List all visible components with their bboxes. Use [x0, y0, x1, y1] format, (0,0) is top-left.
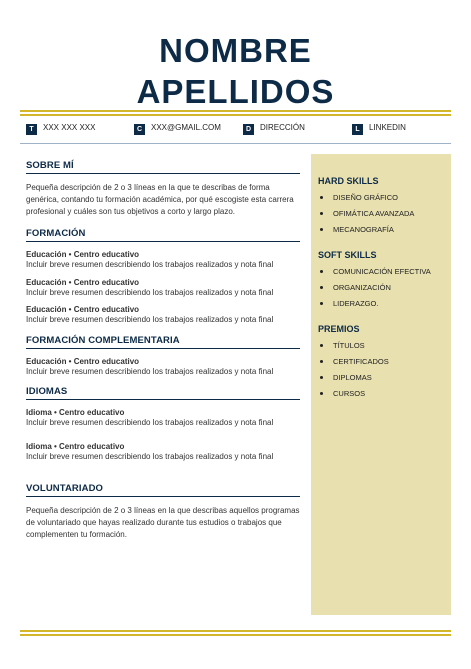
right-column: [318, 176, 448, 414]
education-title: FORMACIÓN: [26, 228, 300, 242]
entry-description: Incluir breve resumen describiendo los trabajos realizados y nota final: [26, 287, 274, 297]
list-item: OFIMÁTICA AVANZADA: [318, 206, 448, 222]
extra-education-title: FORMACIÓN COMPLEMENTARIA: [26, 335, 300, 349]
address-icon: D: [243, 124, 254, 135]
entry-description: Incluir breve resumen describiendo los trabajos realizados y nota final: [26, 418, 274, 427]
left-column: [26, 160, 300, 541]
awards-section: [318, 324, 448, 402]
last-name-heading: APELLIDOS: [136, 73, 335, 110]
bottom-rule-1: [20, 630, 451, 632]
contact-bar: [20, 120, 451, 138]
volunteering-title: VOLUNTARIADO: [26, 483, 300, 497]
entry-heading: Idioma • Centro educativo: [26, 408, 125, 417]
awards-list: [318, 338, 448, 402]
contact-email-text: XXX@GMAIL.COM: [151, 123, 221, 132]
about-section: [26, 160, 300, 218]
languages-section: [26, 386, 300, 461]
linkedin-icon: L: [352, 124, 363, 135]
hard-skills-section: [318, 176, 448, 238]
contact-email: [134, 120, 221, 136]
entry-description: Incluir breve resumen describiendo los trabajos realizados y nota final: [26, 315, 274, 324]
hard-skills-title: HARD SKILLS: [318, 176, 379, 186]
education-section: [26, 228, 300, 325]
bottom-rule-2: [20, 634, 451, 636]
top-rule-1: [20, 110, 451, 112]
list-item: MECANOGRAFÍA: [318, 222, 448, 238]
phone-icon: T: [26, 124, 37, 135]
soft-skills-list: [318, 264, 448, 312]
entry-heading: Educación • Centro educativo: [26, 277, 140, 287]
language-entry: [26, 408, 300, 428]
email-icon: C: [134, 124, 145, 135]
list-item: DIPLOMAS: [318, 370, 448, 386]
list-item: CERTIFICADOS: [318, 354, 448, 370]
education-entry: [26, 305, 300, 325]
entry-heading: Educación • Centro educativo: [26, 356, 140, 366]
contact-phone-text: XXX XXX XXX: [43, 123, 96, 132]
entry-heading: Idioma • Centro educativo: [26, 441, 125, 451]
language-entry: [26, 442, 300, 462]
about-text: Pequeña descripción de 2 o 3 líneas en la que te describas de forma genérica, contando tu formación académica, por qué escogiste esta carrera profesional y cuáles son tus objetivos a corto y largo plazo.: [26, 183, 294, 216]
top-rule-2: [20, 114, 451, 116]
awards-title: PREMIOS: [318, 324, 360, 334]
contact-address: [243, 120, 305, 136]
education-entry: [26, 278, 300, 298]
about-title: SOBRE MÍ: [26, 160, 300, 174]
list-item: COMUNICACIÓN EFECTIVA: [318, 264, 448, 280]
languages-title: IDIOMAS: [26, 386, 300, 400]
soft-skills-section: [318, 250, 448, 312]
entry-heading: Educación • Centro educativo: [26, 305, 140, 314]
contact-address-text: DIRECCIÓN: [260, 123, 305, 132]
first-name-heading: NOMBRE: [159, 32, 312, 69]
education-entry: [26, 250, 300, 270]
entry-description: Incluir breve resumen describiendo los trabajos realizados y nota final: [26, 451, 274, 461]
hard-skills-list: [318, 190, 448, 238]
entry-description: Incluir breve resumen describiendo los trabajos realizados y nota final: [26, 366, 274, 376]
list-item: TÍTULOS: [318, 338, 448, 354]
entry-description: Incluir breve resumen describiendo los trabajos realizados y nota final: [26, 260, 274, 269]
extra-education-section: [26, 335, 300, 377]
extra-education-entry: [26, 357, 300, 377]
contact-linkedin-text: LINKEDIN: [369, 123, 406, 132]
volunteering-text: Pequeña descripción de 2 o 3 líneas en la que describas aquellos programas de voluntariado que hayas realizado durante tus estudios o trabajos que complementen tu formación.: [26, 506, 300, 539]
entry-heading: Educación • Centro educativo: [26, 250, 140, 259]
contact-phone: [26, 120, 95, 136]
volunteering-section: [26, 483, 300, 541]
contact-separator: [20, 143, 451, 144]
list-item: ORGANIZACIÓN: [318, 280, 448, 296]
list-item: LIDERAZGO.: [318, 296, 448, 312]
soft-skills-title: SOFT SKILLS: [318, 250, 377, 260]
contact-linkedin: [352, 120, 406, 136]
list-item: CURSOS: [318, 386, 448, 402]
list-item: DISEÑO GRÁFICO: [318, 190, 448, 206]
